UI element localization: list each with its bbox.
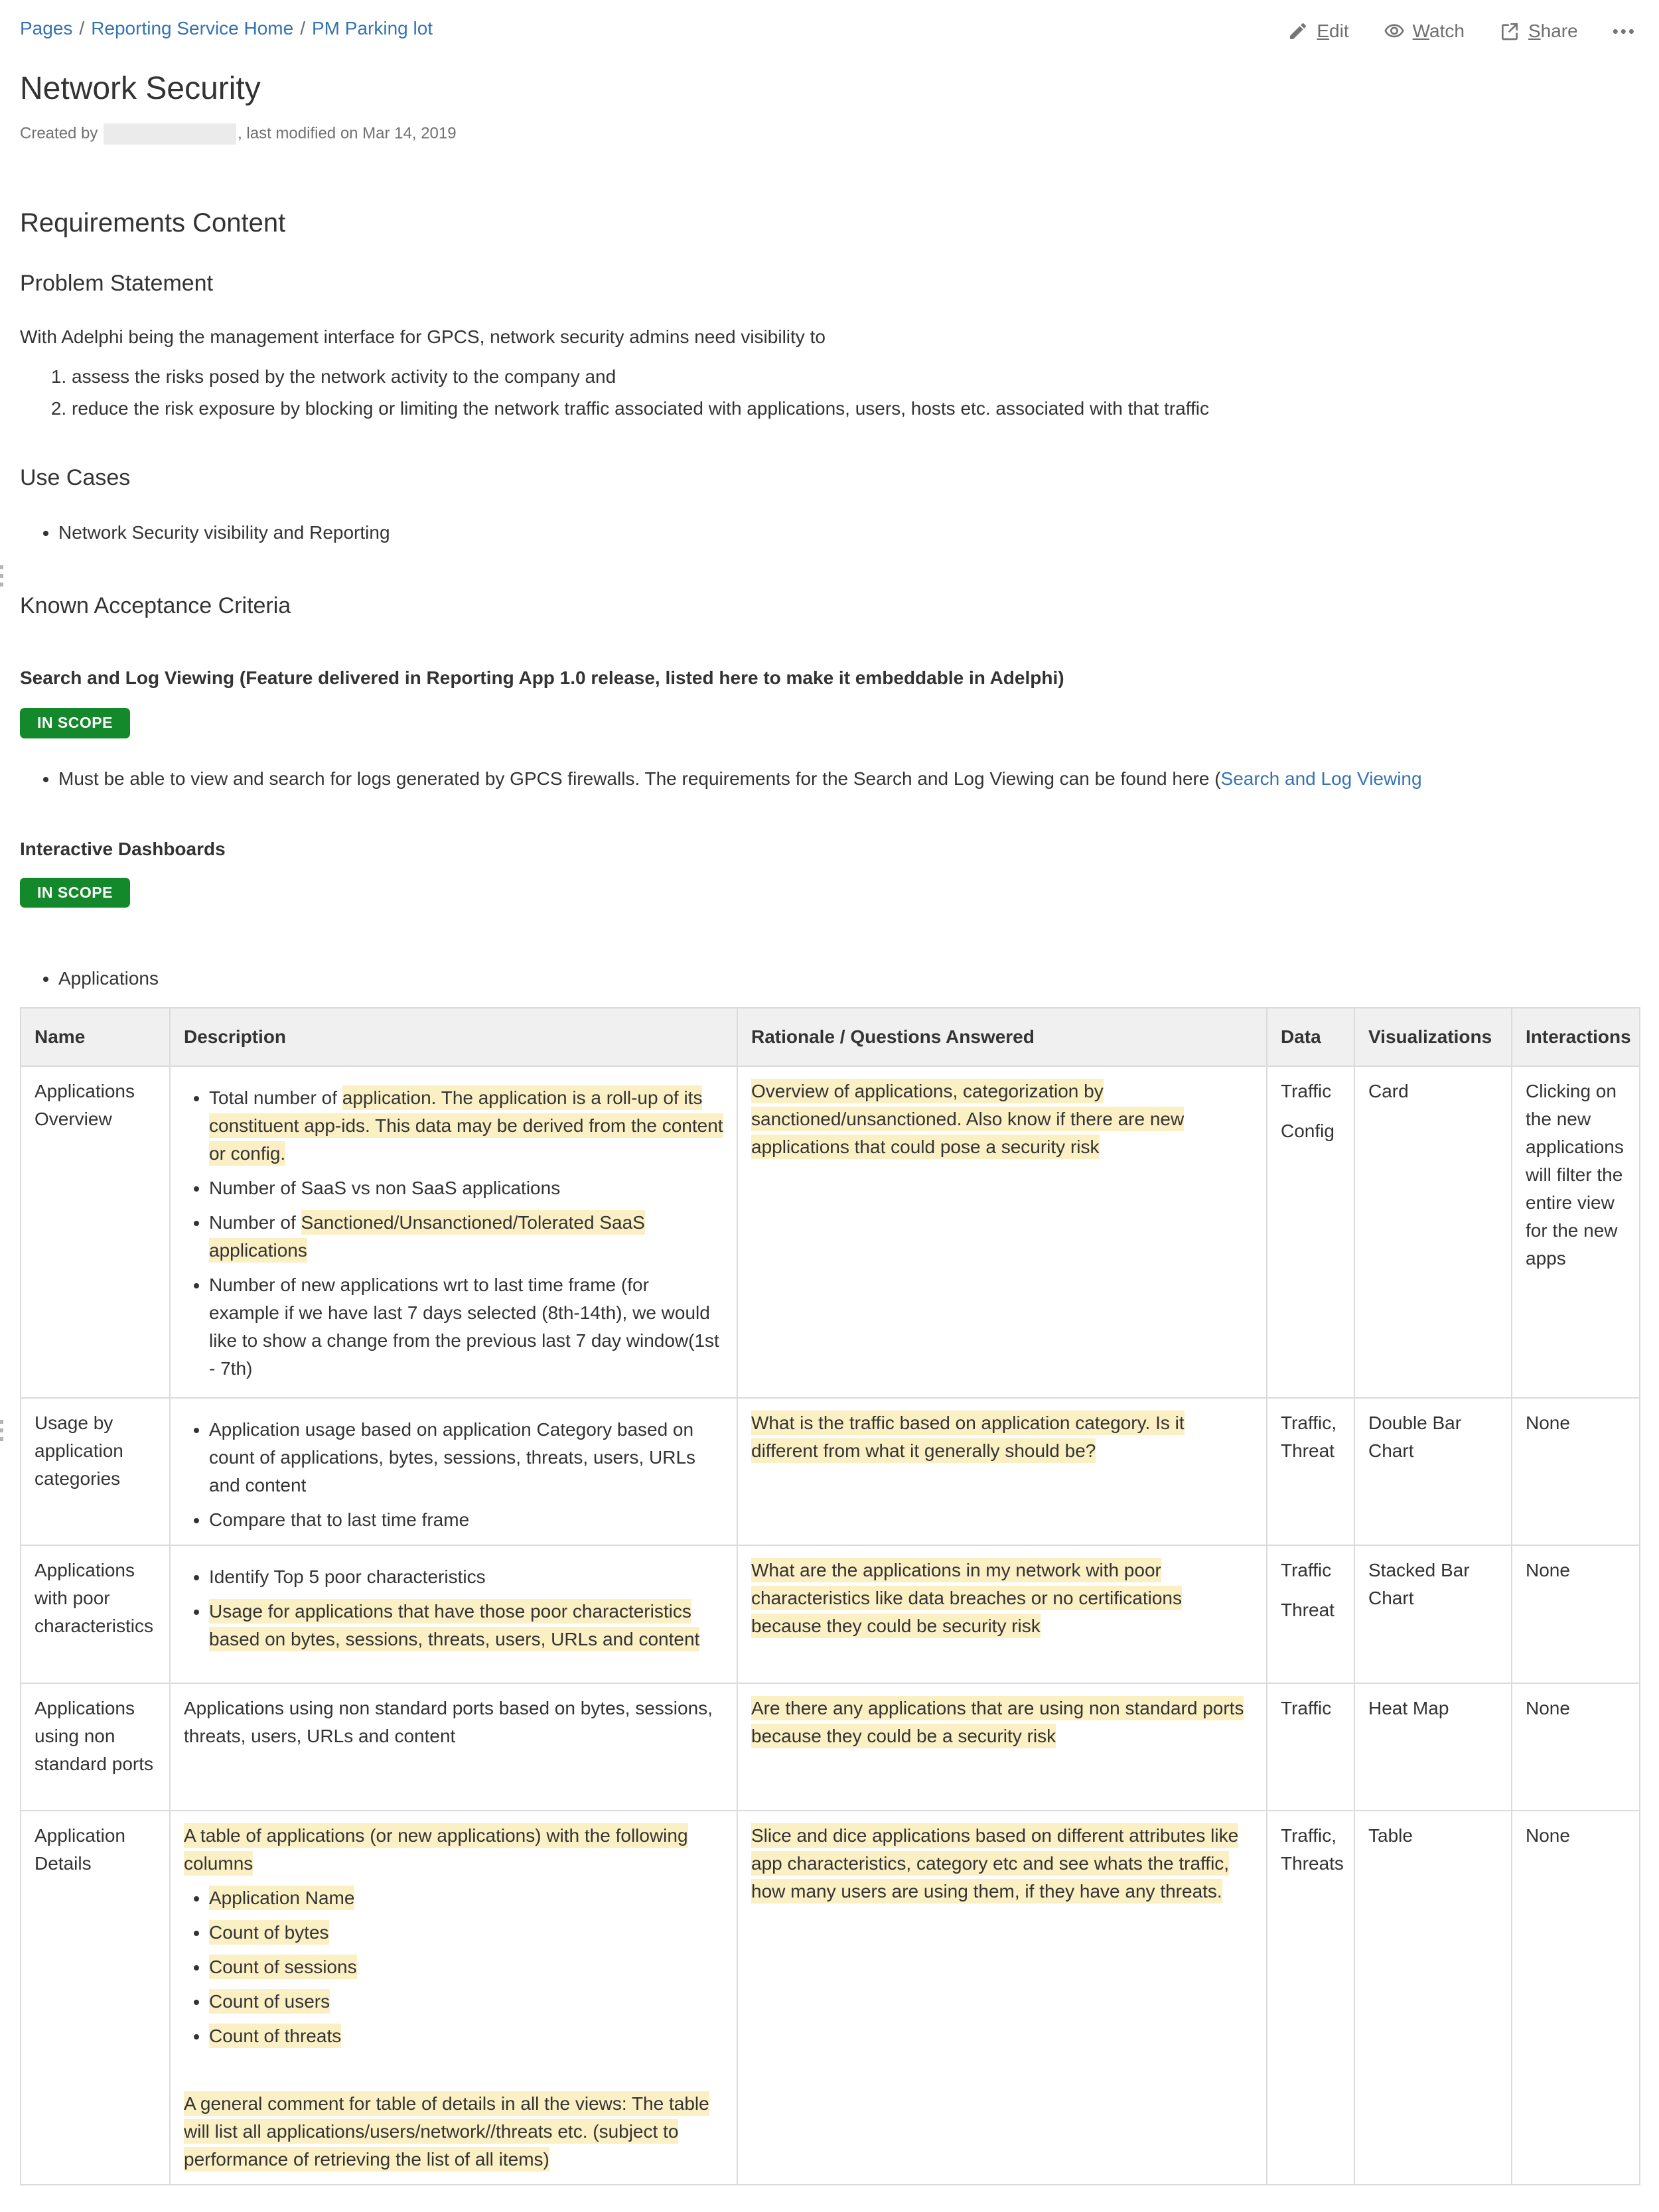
rationale-paragraph bbox=[751, 1409, 1253, 1465]
dashboards-list bbox=[20, 965, 1639, 993]
table-row bbox=[21, 1398, 1640, 1545]
rationale-paragraph bbox=[751, 1822, 1253, 1905]
name-cell: Applications using non standard ports bbox=[21, 1683, 170, 1811]
breadcrumb-separator: / bbox=[79, 18, 85, 38]
visualizations-cell: Stacked Bar Chart bbox=[1354, 1545, 1512, 1683]
interactions-cell: Clicking on the new applications will filter the entire view for the new apps bbox=[1512, 1066, 1640, 1398]
breadcrumb bbox=[20, 15, 433, 42]
description-list bbox=[184, 1884, 723, 2050]
highlighted-text: Count of threats bbox=[209, 2024, 341, 2048]
highlighted-text: A general comment for table of details in all the views: The table will list all applications/users/network//threats etc. (subject to performance of retrieving the list of all items) bbox=[184, 2091, 709, 2172]
description-list bbox=[184, 1084, 723, 1383]
description-paragraph bbox=[184, 1822, 723, 1878]
column-header: Data bbox=[1267, 1008, 1354, 1066]
description-list-item bbox=[209, 1084, 723, 1168]
text: Identify Top 5 poor characteristics bbox=[209, 1566, 486, 1587]
description-list-item bbox=[209, 1506, 723, 1534]
description-list-item bbox=[209, 1271, 723, 1383]
watch-label: Watch bbox=[1412, 21, 1465, 41]
description-list bbox=[184, 1416, 723, 1534]
description-cell bbox=[170, 1683, 737, 1811]
search-and-log-viewing-link[interactable]: Search and Log Viewing bbox=[1220, 768, 1422, 789]
heading-known-acceptance-criteria: Known Acceptance Criteria bbox=[20, 593, 291, 618]
page-edge-dots bbox=[0, 1420, 4, 1446]
highlighted-text: What is the traffic based on application category. Is it different from what it generally should be? bbox=[751, 1411, 1185, 1463]
problem-intro: With Adelphi being the management interface for GPCS, network security admins need visibility to bbox=[20, 326, 826, 347]
visualizations-cell: Table bbox=[1354, 1811, 1512, 2185]
data-cell bbox=[1267, 1398, 1354, 1545]
breadcrumb-reporting-service-home[interactable]: Reporting Service Home bbox=[91, 18, 294, 38]
highlighted-text: Are there any applications that are using non standard ports because they could be a security risk bbox=[751, 1696, 1244, 1748]
share-icon bbox=[1499, 21, 1520, 42]
visualizations-cell: Card bbox=[1354, 1066, 1512, 1398]
byline bbox=[20, 123, 1639, 145]
search-log-list bbox=[20, 765, 1639, 793]
name-cell: Applications with poor characteristics bbox=[21, 1545, 170, 1683]
description-list-item bbox=[209, 1563, 723, 1591]
search-log-item bbox=[58, 765, 1639, 793]
table-row bbox=[21, 1683, 1640, 1811]
page-title: Network Security bbox=[20, 71, 261, 106]
description-cell bbox=[170, 1066, 737, 1398]
table-row bbox=[21, 1066, 1640, 1398]
rationale-cell bbox=[737, 1683, 1267, 1811]
data-value: Config bbox=[1281, 1121, 1334, 1141]
share-label: Share bbox=[1528, 21, 1578, 41]
rationale-cell bbox=[737, 1066, 1267, 1398]
description-list-item bbox=[209, 1953, 723, 1981]
highlighted-text: Sanctioned/Unsanctioned/Tolerated SaaS applications bbox=[209, 1210, 645, 1263]
redacted-author bbox=[104, 123, 236, 145]
use-case-item: • Network Security visibility and Reporting bbox=[58, 519, 1639, 547]
problem-item: 2. reduce the risk exposure by blocking or limiting the network traffic associated with applications, users, hosts etc. associated with that traffic bbox=[72, 395, 1639, 423]
edit-label: Edit bbox=[1317, 21, 1349, 41]
description-list-item bbox=[209, 1174, 723, 1202]
data-value: Traffic, Threat bbox=[1281, 1413, 1337, 1461]
visualizations-cell: Heat Map bbox=[1354, 1683, 1512, 1811]
highlighted-text: Slice and dice applications based on different attributes like app characteristics, category etc and see whats the traffic, how many users are using them, if they have any threats. bbox=[751, 1823, 1238, 1903]
data-value: Traffic bbox=[1281, 1698, 1332, 1718]
interactions-cell: None bbox=[1512, 1683, 1640, 1811]
highlighted-text: Overview of applications, categorization by sanctioned/unsanctioned. Also know if there are new applications that could pose a security risk bbox=[751, 1079, 1184, 1159]
heading-requirements-content: Requirements Content bbox=[20, 208, 286, 238]
byline-prefix: Created by bbox=[20, 124, 98, 143]
interactions-cell: None bbox=[1512, 1545, 1640, 1683]
data-value: Threat bbox=[1281, 1600, 1334, 1620]
text: Compare that to last time frame bbox=[209, 1509, 470, 1530]
description-list bbox=[184, 1563, 723, 1653]
data-cell bbox=[1267, 1811, 1354, 2185]
problem-list bbox=[20, 363, 1639, 423]
text: Application usage based on application Category based on count of applications, bytes, sessions, threats, users, URLs and content bbox=[209, 1419, 696, 1495]
table-row bbox=[21, 1811, 1640, 2185]
text: Number of new applications wrt to last time frame (for example if we have last 7 days selected (8th-14th), we would like to show a change from the previous last 7 day window(1st - 7th) bbox=[209, 1275, 719, 1379]
description-list-item bbox=[209, 1884, 723, 1912]
text: Number of bbox=[209, 1212, 301, 1233]
more-actions-button[interactable]: ••• bbox=[1612, 21, 1636, 41]
highlighted-text: Count of bytes bbox=[209, 1920, 329, 1945]
rationale-cell bbox=[737, 1811, 1267, 2185]
description-paragraph bbox=[184, 1694, 723, 1750]
data-cell bbox=[1267, 1683, 1354, 1811]
data-cell bbox=[1267, 1545, 1354, 1683]
heading-problem-statement: Problem Statement bbox=[20, 271, 214, 296]
pencil-icon bbox=[1287, 21, 1309, 42]
data-value: Traffic bbox=[1281, 1081, 1332, 1101]
watch-button[interactable] bbox=[1384, 17, 1465, 45]
table-row bbox=[21, 1545, 1640, 1683]
rationale-paragraph bbox=[751, 1694, 1253, 1750]
page-actions bbox=[1287, 15, 1639, 45]
search-log-viewing-title: Search and Log Viewing (Feature delivered in Reporting App 1.0 release, listed here to make it embeddable in Adelphi) bbox=[20, 667, 1064, 688]
description-list-item bbox=[209, 1988, 723, 2016]
share-button[interactable] bbox=[1499, 17, 1578, 45]
breadcrumb-separator: / bbox=[300, 18, 305, 38]
breadcrumb-pm-parking-lot[interactable]: PM Parking lot bbox=[312, 18, 433, 38]
column-header: Visualizations bbox=[1354, 1008, 1512, 1066]
description-list-item bbox=[209, 1209, 723, 1265]
description-cell bbox=[170, 1811, 737, 2185]
text: Total number of bbox=[209, 1087, 342, 1108]
highlighted-text: application. The application is a roll-up of its constituent app-ids. This data may be derived from the content or config. bbox=[209, 1085, 723, 1166]
dashboards-item: • Applications bbox=[58, 965, 1639, 993]
column-header: Description bbox=[170, 1008, 737, 1066]
use-cases-list bbox=[20, 519, 1639, 547]
name-cell: Usage by application categories bbox=[21, 1398, 170, 1545]
heading-use-cases: Use Cases bbox=[20, 465, 131, 490]
rationale-cell bbox=[737, 1398, 1267, 1545]
table-header-row bbox=[21, 1008, 1640, 1066]
highlighted-text: Usage for applications that have those poor characteristics based on bytes, sessions, threats, users, URLs and content bbox=[209, 1599, 699, 1651]
description-list-item bbox=[209, 2022, 723, 2050]
requirements-table bbox=[20, 1007, 1640, 2185]
description-cell bbox=[170, 1398, 737, 1545]
highlighted-text: What are the applications in my network with poor characteristics like data breaches or no certifications because they could be security risk bbox=[751, 1558, 1182, 1638]
highlighted-text: Count of users bbox=[209, 1989, 330, 2014]
highlighted-text: Application Name bbox=[209, 1886, 354, 1910]
text: Number of SaaS vs non SaaS applications bbox=[209, 1178, 561, 1198]
interactive-dashboards-title: Interactive Dashboards bbox=[20, 838, 226, 859]
edit-button[interactable] bbox=[1287, 17, 1348, 45]
text: Applications using non standard ports based on bytes, sessions, threats, users, URLs and content bbox=[184, 1698, 713, 1746]
search-log-text: Must be able to view and search for logs generated by GPCS firewalls. The requirements for the Search and Log Viewing can be found here ( bbox=[58, 768, 1221, 789]
highlighted-text: Count of sessions bbox=[209, 1955, 357, 1979]
data-value: Traffic bbox=[1281, 1560, 1332, 1580]
rationale-cell bbox=[737, 1545, 1267, 1683]
interactions-cell: None bbox=[1512, 1398, 1640, 1545]
page-toolbar bbox=[20, 15, 1639, 45]
description-list-item bbox=[209, 1919, 723, 1947]
in-scope-badge: IN SCOPE bbox=[20, 878, 130, 908]
eye-icon bbox=[1384, 21, 1405, 42]
column-header: Name bbox=[21, 1008, 170, 1066]
problem-item: 1. assess the risks posed by the network activity to the company and bbox=[72, 363, 1639, 391]
data-cell bbox=[1267, 1066, 1354, 1398]
name-cell: Application Details bbox=[21, 1811, 170, 2185]
visualizations-cell: Double Bar Chart bbox=[1354, 1398, 1512, 1545]
data-value: Traffic, Threats bbox=[1281, 1825, 1344, 1874]
name-cell: Applications Overview bbox=[21, 1066, 170, 1398]
rationale-paragraph bbox=[751, 1556, 1253, 1640]
column-header: Rationale / Questions Answered bbox=[737, 1008, 1267, 1066]
page-edge-dots bbox=[0, 565, 4, 591]
breadcrumb-pages[interactable]: Pages bbox=[20, 18, 73, 38]
column-header: Interactions bbox=[1512, 1008, 1640, 1066]
description-note-paragraph bbox=[184, 2090, 723, 2174]
highlighted-text: A table of applications (or new applications) with the following columns bbox=[184, 1823, 688, 1876]
description-list-item bbox=[209, 1598, 723, 1653]
description-list-item bbox=[209, 1416, 723, 1499]
interactions-cell: None bbox=[1512, 1811, 1640, 2185]
byline-suffix: , last modified on Mar 14, 2019 bbox=[238, 124, 457, 143]
rationale-paragraph bbox=[751, 1077, 1253, 1161]
in-scope-badge: IN SCOPE bbox=[20, 708, 130, 738]
description-cell bbox=[170, 1545, 737, 1683]
